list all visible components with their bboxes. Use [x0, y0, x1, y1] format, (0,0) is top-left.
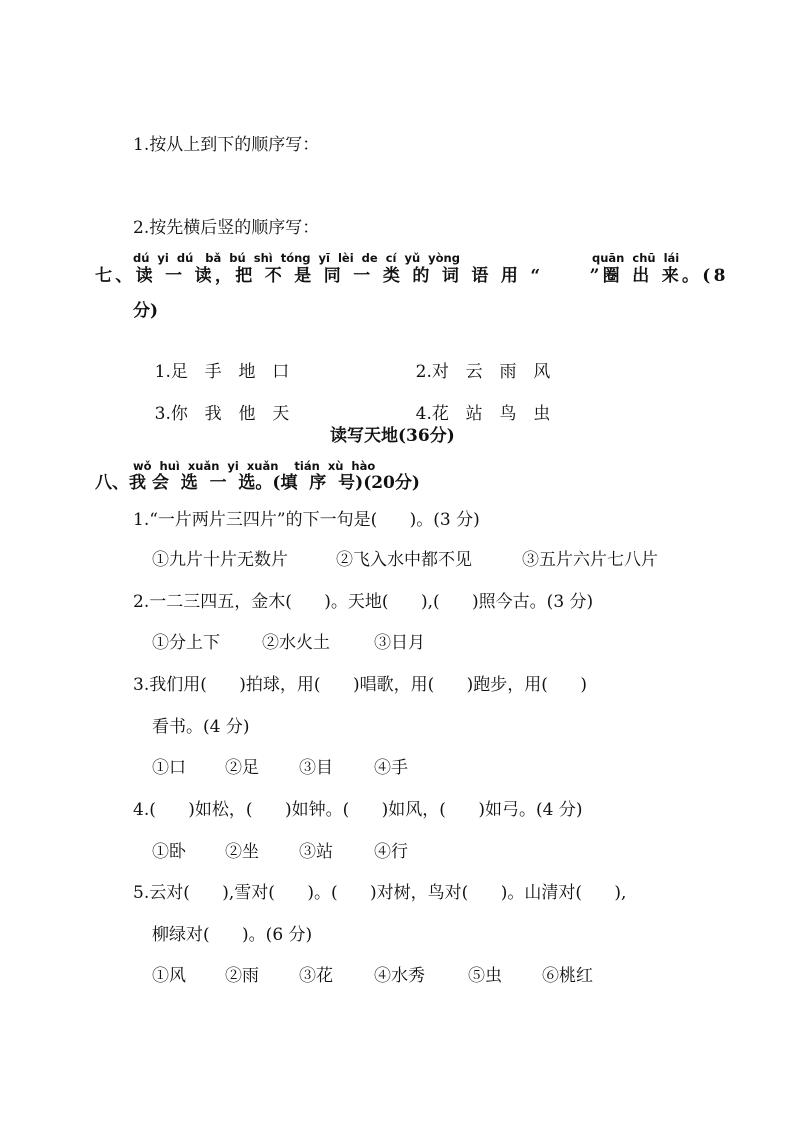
q8-item-4-option-3: ③站: [299, 842, 333, 862]
q8-item-5-options: [152, 966, 593, 1126]
q8-item-4-option-1: ①卧: [152, 842, 186, 862]
q7-group-3-words: 你 我 他 天: [170, 404, 292, 424]
q7-heading: 七、读 一 读，把 不 是 同 一 类 的 词 语 用 “ ”圈 出 来。(8: [95, 266, 729, 286]
q8-item-3-option-1: ①口: [152, 758, 186, 778]
q8-item-5-text-continued: 柳绿对( )。(6 分): [152, 925, 313, 945]
q8-item-5-option-5: ⑤虫: [468, 966, 502, 986]
q7-pinyin-quan-chu-lai: quān chū lái: [592, 251, 680, 265]
q7-heading-continued: 分): [133, 301, 159, 321]
q8-item-5-text: 5.云对( ),雪对( )。( )对树，鸟对( )。山清对( ),: [133, 883, 627, 903]
q8-item-5-option-2: ②雨: [225, 966, 259, 986]
q8-item-2-option-2: ②水火土: [262, 633, 330, 653]
order-top-to-bottom-prompt: 1.按从上到下的顺序写：: [133, 135, 320, 155]
q7-group-2-words: 对 云 雨 风: [431, 362, 553, 382]
q8-item-4-option-2: ②坐: [225, 842, 259, 862]
q7-group-2-number: 2.: [415, 362, 432, 382]
q8-item-1-option-3: ③五片六片七八片: [522, 550, 658, 570]
q8-item-1-text: 1.“一片两片三四片”的下一句是( )。(3 分): [133, 510, 480, 530]
q8-item-3-option-4: ④手: [374, 758, 408, 778]
q8-item-4-text: 4.( )如松，( )如钟。( )如风，( )如弓。(4 分): [133, 800, 583, 820]
q8-item-5-option-1: ①风: [152, 966, 186, 986]
order-horizontal-then-vertical-prompt: 2.按先横后竖的顺序写：: [133, 218, 320, 238]
q8-item-3-option-3: ③目: [299, 758, 333, 778]
q8-item-3-text: 3.我们用( )拍球，用( )唱歌，用( )跑步，用( ): [133, 675, 587, 695]
q8-heading: 八、我 会 选 一 选。(填 序 号)(20分): [95, 473, 420, 493]
q8-item-2-option-3: ③日月: [374, 633, 425, 653]
q8-item-5-option-6: ⑥桃红: [542, 966, 593, 986]
q7-group-3: [133, 384, 291, 444]
q8-item-1-option-2: ②飞入水中都不见: [336, 550, 472, 570]
q7-group-1-number: 1.: [154, 362, 171, 382]
q7-group-3-number: 3.: [154, 404, 171, 424]
q8-pinyin: wǒ huì xuǎn yi xuǎn tián xù hào: [133, 459, 376, 473]
q8-item-2-text: 2.一二三四五，金木( )。天地( ),( )照今古。(3 分): [133, 592, 594, 612]
q7-group-1-words: 足 手 地 口: [170, 362, 292, 382]
q8-item-2-option-1: ①分上下: [152, 633, 220, 653]
q7-group-4-number: 4.: [415, 404, 432, 424]
q8-item-4-option-4: ④行: [374, 842, 408, 862]
q7-group-4-words: 花 站 鸟 虫: [431, 404, 553, 424]
q8-item-5-option-3: ③花: [299, 966, 333, 986]
q8-item-5-option-4: ④水秀: [374, 966, 425, 986]
q7-pinyin: dú yi dú bǎ bú shì tóng yī lèi de cí yǔ yòng: [133, 251, 460, 265]
q8-item-3-text-continued: 看书。(4 分): [152, 717, 250, 737]
section-title: 读写天地(36分): [330, 426, 455, 446]
q8-item-3-option-2: ②足: [225, 758, 259, 778]
q8-item-1-option-1: ①九片十片无数片: [152, 550, 288, 570]
